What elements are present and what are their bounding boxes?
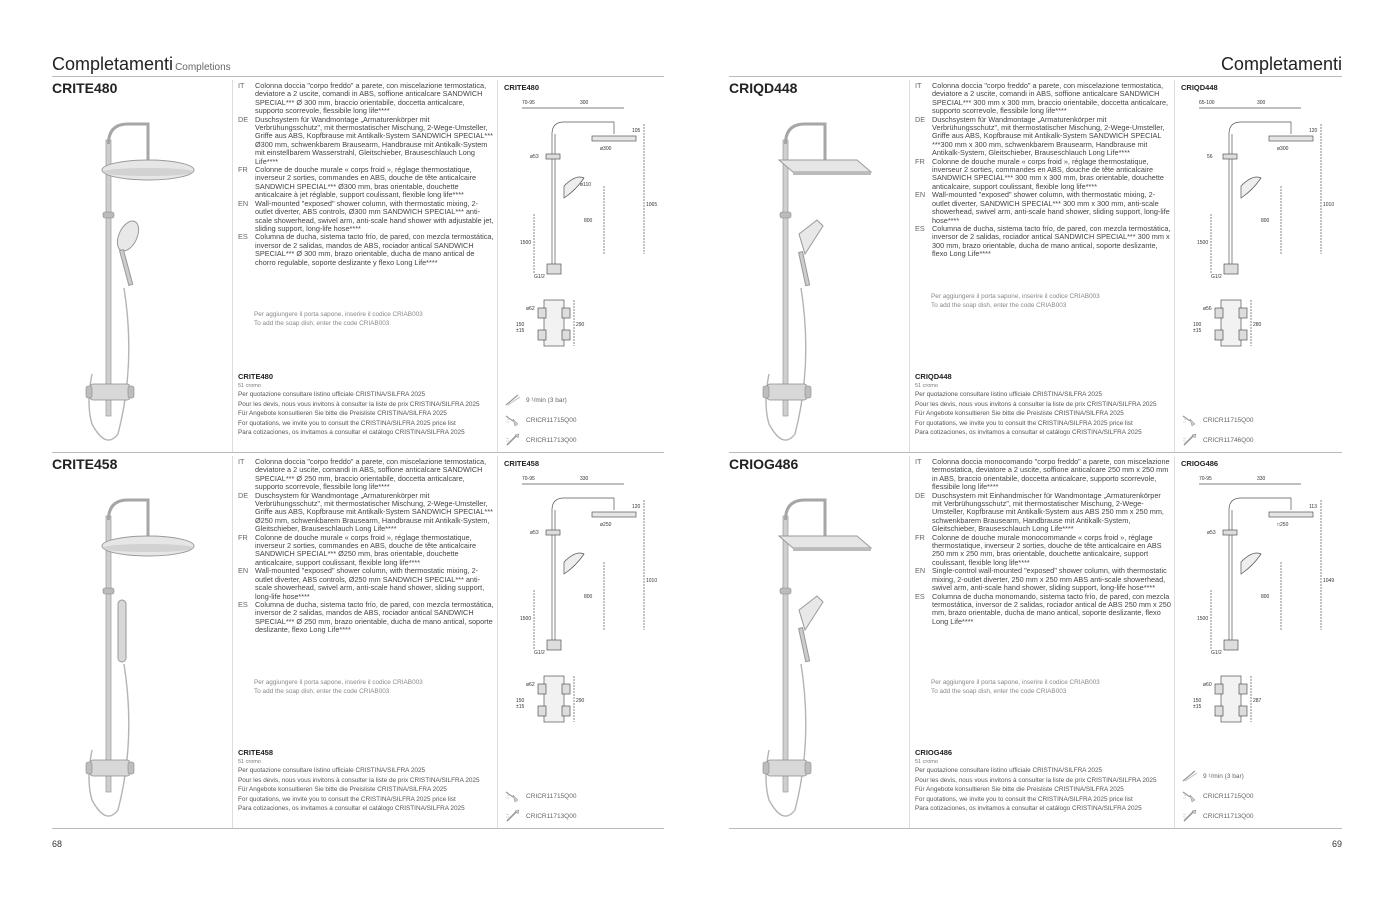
description-fr: [238, 534, 494, 568]
soap-note-it: Per aggiungere il porta sapone, inserire il codice CRIAB003: [931, 293, 1100, 300]
dimension-label: 1500: [520, 240, 532, 246]
page-number: 69: [1331, 839, 1342, 849]
description-text: Duschsystem mit Einhandmischer für Wandmontage „Armaturenkörper mit Verbrühungsschutz", mit thermostatischer Mischung, 2-Wege-Umsteller, Kopfbrause mit Antikalk-System aus ABS 250 mm x 250 mm, schwenkbarem Brausearm, Handbrause mit Antikalk-System, Gleitschieber, Brauseschlauch Long Life****: [932, 490, 1164, 534]
soap-note-en: To add the soap dish, enter the code CRIAB003: [931, 302, 1067, 309]
right-page: [697, 0, 1394, 901]
dimension-label: 1500: [1197, 240, 1209, 246]
order-info: [915, 748, 1179, 814]
dimension-label: 290: [576, 698, 585, 704]
soap-note-en: To add the soap dish, enter the code CRIAB003: [254, 688, 390, 695]
showerhead-icon: [504, 413, 522, 427]
soap-note-it: Per aggiungere il porta sapone, inserire il codice CRIAB003: [254, 311, 423, 318]
quote-line: For quotations, we invite you to consult the CRISTINA/SILFRA 2025 price list: [915, 795, 1133, 803]
product-code: CRITE458: [52, 456, 118, 472]
description-fr: [238, 166, 494, 200]
quote-line: For quotations, we invite you to consult the CRISTINA/SILFRA 2025 price list: [238, 419, 456, 427]
description-text: Colonne de douche murale « corps froid », réglage thermostatique, inverseur 2 sorties, commandes en ABS, douche de tête anticalcaire SANDWICH SPECIAL*** Ø300 mm, bras orientable, douchette anticalcaire à jet réglable, support coulissant, flexible long life****: [255, 165, 477, 200]
finish-label: 51 cromo: [915, 383, 938, 389]
dimension-label: ø110: [580, 182, 592, 188]
footer-rule: [52, 828, 664, 829]
handshower-icon: [1181, 809, 1199, 823]
handshower-icon: [1181, 433, 1199, 447]
description-text: Colonne de douche murale « corps froid », réglage thermostatique, inverseur 2 sorties, commandes en ABS, douche de tête anticalcaire SANDWICH SPECIAL*** 300 mm x 300 mm, bras orientable, douchette anticalcaire, support coulissant, flexible long life****: [932, 156, 1164, 191]
dimension-label: ø53: [530, 154, 539, 160]
page-title: Completamenti Completions: [52, 54, 231, 74]
language-code: DE: [238, 114, 249, 124]
description-block: [915, 82, 1171, 259]
component-codes: [504, 390, 664, 450]
description-it: [238, 458, 494, 492]
product-photo: [739, 480, 899, 828]
dimension-label: G1/2: [534, 650, 545, 656]
soap-note-it: Per aggiungere il porta sapone, inserire il codice CRIAB003: [254, 679, 423, 686]
component-code: CRICR11746Q00: [1203, 436, 1254, 444]
soap-note-en: To add the soap dish, enter the code CRIAB003: [931, 688, 1067, 695]
description-fr: [915, 534, 1171, 568]
column-divider: [232, 456, 233, 828]
quote-line: Para cotizaciones, os invitamos a consultar el catálogo CRISTINA/SILFRA 2025: [915, 805, 1142, 813]
quote-line: For quotations, we invite you to consult the CRISTINA/SILFRA 2025 price list: [915, 419, 1133, 427]
dimension-label: 800: [1261, 218, 1270, 224]
soap-dish-note: [254, 310, 423, 328]
technical-drawing: [1181, 94, 1335, 376]
handshower-icon: [504, 433, 522, 447]
soap-note-it: Per aggiungere il porta sapone, inserire il codice CRIAB003: [931, 679, 1100, 686]
description-es: [238, 233, 494, 267]
component-code: CRICR11713Q00: [526, 436, 577, 444]
dimension-label: G1/2: [1211, 274, 1222, 280]
dimension-label: 800: [584, 218, 593, 224]
quote-line: Pour les devis, nous vous invitons à consulter la liste de prix CRISTINA/SILFRA 2025: [915, 776, 1157, 784]
flow-icon: [504, 393, 522, 407]
soap-note-en: To add the soap dish, enter the code CRIAB003: [254, 320, 390, 327]
language-code: FR: [238, 165, 248, 175]
handshower-icon: [504, 809, 522, 823]
description-text: Duschsystem für Wandmontage „Armaturenkörper mit Verbrühungsschutz", mit thermostatischer Mischung, 2-Wege-Umsteller, Griffe aus ABS, Kopfbrause mit Antikalk-System SANDWICH SPECIAL*** Ø300 mm, schwenkbarem Brausearm, Handbrause mit Antikalk-System mit einstellbarem Wasserstrahl, Gleitschieber, Brauseschlauch Long Life****: [255, 114, 493, 166]
description-fr: [915, 158, 1171, 192]
product-photo: [62, 480, 222, 828]
finish-label: 51 cromo: [238, 383, 261, 389]
dimension-label: ø53: [1207, 530, 1216, 536]
description-text: Colonna doccia monocomando "corpo freddo" a parete, con miscelazione termostatica, deviatore a 2 uscite, soffione anticalcare 250 mm x 250 mm in ABS, braccio orientabile, doccetta anticalcare, supporto scorrevole, flessibile long life****: [932, 457, 1170, 492]
dimension-label: 150: [1193, 698, 1202, 704]
description-text: Colonna doccia "corpo freddo" a parete, con miscelazione termostatica, deviatore a 2 uscite, comandi in ABS, soffione anticalcare SANDWICH SPECIAL*** Ø 250 mm, braccio orientabile, doccetta anticalcare, supporto scorrevole, flessibile long life****: [255, 457, 487, 492]
quote-line: Para cotizaciones, os invitamos a consultar el catálogo CRISTINA/SILFRA 2025: [238, 429, 465, 437]
product-code: CRIQD448: [729, 80, 798, 96]
language-code: ES: [915, 591, 925, 601]
dimension-label: 150: [516, 698, 525, 704]
language-code: EN: [915, 566, 926, 576]
component-code: CRICR11713Q00: [526, 812, 577, 820]
dimension-label: ø62: [526, 306, 535, 312]
header-rule: [729, 76, 1342, 77]
product-photo: [739, 104, 899, 452]
dimension-label: G1/2: [534, 274, 545, 280]
description-de: [238, 116, 494, 166]
technical-drawing: [504, 470, 658, 752]
flow-icon: [1181, 769, 1199, 783]
dimension-label: 120: [1309, 128, 1318, 134]
column-divider: [909, 80, 910, 452]
dimension-label: ø62: [526, 682, 535, 688]
order-info: [915, 372, 1179, 438]
language-code: ES: [238, 599, 248, 609]
quote-line: For quotations, we invite you to consult the CRISTINA/SILFRA 2025 price list: [238, 795, 456, 803]
description-text: Colonne de douche murale monocommande « corps froid », réglage thermostatique, inverseur 2 sorties, douche de tête anticalcaire en ABS 250 mm x 250 mm, bras orientable, douchette anticalcaire, support coulissant, flexible long life****: [932, 532, 1162, 567]
dimension-label: ø60: [1203, 682, 1212, 688]
header-rule: [52, 76, 664, 77]
description-text: Wall-mounted "exposed" shower column, with thermostatic mixing, 2-outlet diverter, ABS controls, Ø300 mm SANDWICH SPECIAL*** anti-scale showerhead, swivel arm, anti-scale hand shower with adjustable jet, sliding support, long-life hose****: [255, 198, 494, 233]
dimension-label: ±15: [1193, 704, 1202, 710]
dimension-label: 1010: [646, 578, 658, 584]
dimension-label: 56: [1207, 154, 1213, 160]
dimension-label: □250: [1277, 522, 1289, 528]
quote-line: Para cotizaciones, os invitamos a consultar el catálogo CRISTINA/SILFRA 2025: [238, 805, 465, 813]
description-es: [915, 593, 1171, 627]
language-code: DE: [915, 114, 926, 124]
component-row: [1181, 766, 1341, 786]
language-code: FR: [238, 532, 248, 542]
language-code: DE: [915, 490, 926, 500]
language-code: FR: [915, 532, 925, 542]
dimension-label: 330: [580, 476, 589, 482]
quote-line: Para cotizaciones, os invitamos a consultar el catálogo CRISTINA/SILFRA 2025: [915, 429, 1142, 437]
component-code: CRICR11713Q00: [1203, 812, 1254, 820]
order-info: [238, 372, 502, 438]
finish-label: 51 cromo: [238, 759, 261, 765]
quote-line: Für Angebote konsultieren Sie bitte die Preisliste CRISTINA/SILFRA 2025: [915, 786, 1124, 794]
component-codes: [1181, 410, 1341, 450]
description-es: [915, 225, 1171, 259]
language-code: DE: [238, 490, 249, 500]
footer-code: CRIOG486: [915, 748, 953, 757]
component-codes: [504, 786, 664, 826]
product-divider: [52, 452, 664, 453]
component-code: 9 ¹/min (3 bar): [526, 396, 567, 404]
dimension-label: ø300: [600, 146, 612, 152]
dimension-label: 113: [1309, 504, 1317, 510]
soap-dish-note: [931, 292, 1100, 310]
soap-dish-note: [931, 678, 1100, 696]
description-it: [238, 82, 494, 116]
component-row: [1181, 430, 1341, 450]
description-de: [915, 492, 1171, 534]
product-crite480: [52, 80, 665, 454]
drawing-code: CRIOG486: [1181, 459, 1219, 468]
dimension-label: 800: [584, 594, 593, 600]
dimension-label: 150: [516, 322, 525, 328]
quote-line: Für Angebote konsultieren Sie bitte die Preisliste CRISTINA/SILFRA 2025: [238, 786, 447, 794]
component-row: [504, 806, 664, 826]
dimension-label: ±15: [516, 704, 525, 710]
component-code: CRICR11715Q00: [1203, 416, 1254, 424]
drawing-code: CRITE480: [504, 83, 540, 92]
product-divider: [729, 452, 1342, 453]
dimension-label: 70-95: [522, 476, 535, 482]
description-text: Colonna doccia "corpo freddo" a parete, con miscelazione termostatica, deviatore a 2 uscite, comandi in ABS, soffione anticalcare SANDWICH SPECIAL*** 300 mm x 300 mm, braccio orientabile, doccetta anticalcare, supporto scorrevole, flessibile long life****: [932, 81, 1169, 116]
component-row: [1181, 786, 1341, 806]
quote-line: Per quotazione consultare listino ufficiale CRISTINA/SILFRA 2025: [238, 767, 426, 774]
description-text: Columna de ducha monomando, sistema tacto frío, de pared, con mezcla termostática, inversor de 2 salidas, rociador antical de ABS 250 mm x 250 mm, brazo orientable, ducha de mano antical, soporte deslizante, flexo Long Life****: [932, 591, 1171, 626]
dimension-label: 70-95: [522, 100, 535, 106]
language-code: IT: [915, 81, 922, 90]
component-row: [504, 390, 664, 410]
description-it: [915, 458, 1171, 492]
technical-drawing: [504, 94, 658, 376]
description-text: Columna de ducha, sistema tacto frío, de pared, con mezcla termostática, inversor de 2 salidas, mandos de ABS, rociador antical SANDWICH SPECIAL*** Ø 250 mm, brazo orientable, ducha de mano antical, soporte deslizante, flexo Long Life****: [255, 599, 494, 635]
product-photo: [62, 104, 222, 452]
product-criog486: [729, 456, 1342, 830]
dimension-label: 1049: [1323, 578, 1335, 584]
description-block: [238, 82, 494, 267]
product-code: CRITE480: [52, 80, 118, 96]
dimension-label: ø250: [600, 522, 612, 528]
technical-drawing: [1181, 470, 1335, 752]
quote-line: Pour les devis, nous vous invitons à consulter la liste de prix CRISTINA/SILFRA 2025: [915, 400, 1157, 408]
description-text: Colonna doccia "corpo freddo" a parete, con miscelazione termostatica, deviatore a 2 uscite, comandi in ABS, soffione anticalcare SANDWICH SPECIAL*** Ø 300 mm, braccio orientabile, doccetta anticalcare, supporto scorrevole, flessibile long life****: [255, 81, 487, 116]
description-de: [915, 116, 1171, 158]
component-row: [1181, 410, 1341, 430]
description-es: [238, 601, 494, 635]
dimension-label: 280: [1253, 322, 1262, 328]
description-text: Columna de ducha, sistema tacto frío, de pared, con mezcla termostática, inversor de 2 salidas, rociador antical SANDWICH SPECIAL*** 300 mm x 300 mm, brazo orientable, ducha de mano antical, soporte deslizante, flexo Long Life****: [932, 223, 1171, 259]
quote-line: Per quotazione consultare listino ufficiale CRISTINA/SILFRA 2025: [915, 391, 1103, 398]
language-code: IT: [915, 457, 922, 466]
product-crite458: [52, 456, 665, 830]
component-codes: [1181, 766, 1341, 826]
component-row: [504, 410, 664, 430]
dimension-label: 300: [1257, 100, 1266, 106]
dimension-label: ø53: [530, 530, 539, 536]
drawing-code: CRITE458: [504, 459, 540, 468]
quote-line: Per quotazione consultare listino ufficiale CRISTINA/SILFRA 2025: [238, 391, 426, 398]
footer-code: CRIQD448: [915, 372, 952, 381]
language-code: EN: [238, 566, 249, 576]
dimension-label: 800: [1261, 594, 1270, 600]
showerhead-icon: [1181, 789, 1199, 803]
footer-rule: [729, 828, 1342, 829]
description-en: [915, 567, 1171, 592]
quote-line: Für Angebote konsultieren Sie bitte die Preisliste CRISTINA/SILFRA 2025: [915, 410, 1124, 418]
component-row: [504, 786, 664, 806]
component-code: 9 ¹/min (3 bar): [1203, 772, 1244, 780]
page-title: Completamenti: [1220, 54, 1342, 74]
description-en: [915, 191, 1171, 225]
dimension-label: 1065: [646, 202, 658, 208]
language-code: IT: [238, 81, 245, 90]
footer-code: CRITE458: [238, 748, 274, 757]
quote-line: Pour les devis, nous vous invitons à consulter la liste de prix CRISTINA/SILFRA 2025: [238, 400, 480, 408]
dimension-label: 65-100: [1199, 100, 1215, 106]
dimension-label: ±15: [1193, 328, 1202, 334]
description-text: Colonne de douche murale « corps froid », réglage thermostatique, inverseur 2 sorties, commandes en ABS, douche de tête anticalcaire SANDWICH SPECIAL*** Ø250 mm, bras orientable, douchette anticalcaire, support coulissant, flexible long life****: [255, 532, 477, 567]
description-de: [238, 492, 494, 534]
quote-line: Für Angebote konsultieren Sie bitte die Preisliste CRISTINA/SILFRA 2025: [238, 410, 447, 418]
dimension-label: ø300: [1277, 146, 1289, 152]
dimension-label: ±15: [516, 328, 525, 334]
component-row: [1181, 806, 1341, 826]
language-code: EN: [915, 190, 926, 200]
quote-line: Pour les devis, nous vous invitons à consulter la liste de prix CRISTINA/SILFRA 2025: [238, 776, 480, 784]
dimension-label: G1/2: [1211, 650, 1222, 656]
language-code: IT: [238, 457, 245, 466]
language-code: EN: [238, 198, 249, 208]
order-info: [238, 748, 502, 814]
component-row: [504, 430, 664, 450]
page-subtitle: Completions: [175, 62, 231, 73]
dimension-label: 300: [580, 100, 589, 106]
finish-label: 51 cromo: [915, 759, 938, 765]
description-block: [915, 458, 1171, 626]
component-code: CRICR11715Q00: [526, 792, 577, 800]
column-divider: [232, 80, 233, 452]
dimension-label: 70-95: [1199, 476, 1212, 482]
description-text: Columna de ducha, sistema tacto frío, de pared, con mezcla termostática, inversor de 2 salidas, mandos de ABS, rociador antical SANDWICH SPECIAL*** Ø 300 mm, brazo orientable, ducha de mano antical de chorro regulable, soporte deslizante y flexo Long Life****: [255, 232, 494, 267]
drawing-code: CRIQD448: [1181, 83, 1218, 92]
dimension-label: 287: [1253, 698, 1262, 704]
dimension-label: 1500: [1197, 616, 1209, 622]
quote-line: Per quotazione consultare listino ufficiale CRISTINA/SILFRA 2025: [915, 767, 1103, 774]
description-block: [238, 458, 494, 635]
dimension-label: 100: [1193, 322, 1202, 328]
dimension-label: 290: [576, 322, 585, 328]
dimension-label: 330: [1257, 476, 1266, 482]
description-en: [238, 200, 494, 234]
description-text: Duschsystem für Wandmontage „Armaturenkörper mit Verbrühungsschutz", mit thermostatischer Mischung, 2-Wege-Umsteller, Griffe aus ABS, Kopfbrause mit Antikalk-System SANDWICH SPECIAL ***300 mm x 300 mm, schwenkbarem Brausearm, Handbrause mit Antikalk-System, Gleitschieber, Brauseschlauch Long Life****: [932, 114, 1165, 158]
language-code: ES: [238, 232, 248, 242]
description-it: [915, 82, 1171, 116]
dimension-label: 1500: [520, 616, 532, 622]
description-text: Duschsystem für Wandmontage „Armaturenkörper mit Verbrühungsschutz", mit thermostatischer Mischung, 2-Wege-Umsteller, Griffe aus ABS, Kopfbrause mit Antikalk-System SANDWICH SPECIAL*** Ø250 mm, schwenkbarem Brausearm, Handbrause mit Antikalk-System, Gleitschieber, Brauseschlauch Long Life****: [255, 490, 493, 534]
component-code: CRICR11715Q00: [1203, 792, 1254, 800]
description-text: Wall-mounted "exposed" shower column, with thermostatic mixing, 2-outlet diverter, SANDWICH SPECIAL*** 300 mm x 300 mm, anti-scale showerhead, swivel arm, anti-scale hand shower, sliding support, long-life hose****: [932, 190, 1170, 225]
dimension-label: 120: [632, 504, 641, 510]
showerhead-icon: [504, 789, 522, 803]
product-code: CRIOG486: [729, 456, 799, 472]
soap-dish-note: [254, 678, 423, 696]
language-code: FR: [915, 156, 925, 166]
description-en: [238, 567, 494, 601]
component-code: CRICR11715Q00: [526, 416, 577, 424]
description-text: Single-control wall-mounted "exposed" shower column, with thermostatic mixing, 2-outlet diverter, 250 mm x 250 mm ABS anti-scale showerhead, swivel arm, anti-scale hand shower, sliding support, long-life hose****: [932, 566, 1167, 593]
dimension-label: 105: [632, 128, 641, 134]
footer-code: CRITE480: [238, 372, 274, 381]
dimension-label: 1010: [1323, 202, 1335, 208]
product-criqd448: [729, 80, 1342, 454]
description-text: Wall-mounted "exposed" shower column, with thermostatic mixing, 2-outlet diverter, ABS controls, Ø250 mm SANDWICH SPECIAL*** anti-scale showerhead, swivel arm, anti-scale hand shower, sliding support, long-life hose****: [255, 566, 485, 601]
column-divider: [909, 456, 910, 828]
showerhead-icon: [1181, 413, 1199, 427]
language-code: ES: [915, 223, 925, 233]
page-number: 68: [52, 839, 63, 849]
dimension-label: ø56: [1203, 306, 1212, 312]
